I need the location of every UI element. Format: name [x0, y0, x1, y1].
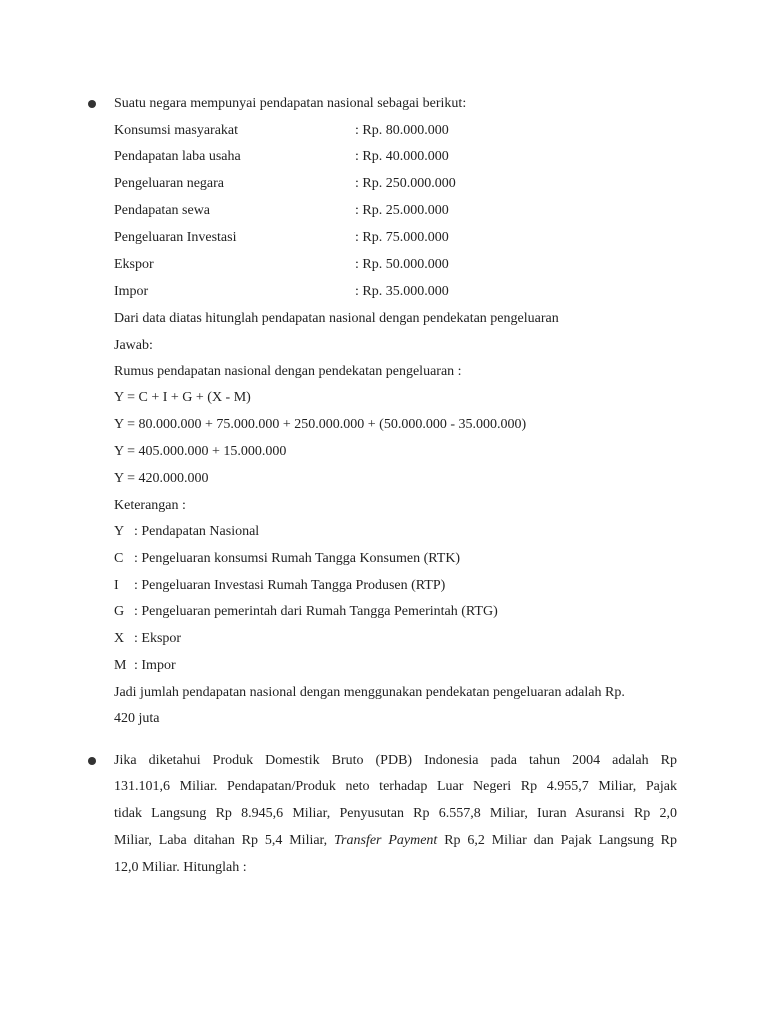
- formula-step: Y = 405.000.000 + 15.000.000: [114, 444, 287, 459]
- q2-line-4-post: Rp 6,2 Miliar dan Pajak Langsung Rp: [444, 833, 678, 848]
- q1-intro: Suatu negara mempunyai pendapatan nasional sebagai berikut:: [114, 96, 467, 111]
- legend-desc: : Pengeluaran Investasi Rumah Tangga Produsen (RTP): [134, 578, 446, 593]
- bullet-q2: [88, 757, 96, 765]
- formula-title: Rumus pendapatan nasional dengan pendekatan pengeluaran :: [114, 364, 462, 379]
- legend-row: [114, 549, 460, 569]
- legend-desc: : Ekspor: [134, 631, 182, 646]
- transfer-payment-term: Transfer Payment: [334, 833, 438, 848]
- legend-desc: : Impor: [134, 658, 176, 673]
- legend-desc: : Pengeluaran pemerintah dari Rumah Tangga Pemerintah (RTG): [134, 604, 498, 619]
- q2-line-2: 131.101,6 Miliar. Pendapatan/Produk neto terhadap Luar Negeri Rp 4.955,7 Miliar, Pajak: [114, 779, 677, 794]
- item-value: : Rp. 50.000.000: [355, 257, 449, 272]
- legend-row: [114, 576, 445, 596]
- item-label: Impor: [114, 284, 149, 299]
- legend-symbol: G: [114, 604, 125, 619]
- legend-desc: : Pendapatan Nasional: [134, 524, 260, 539]
- conclusion-line-2: 420 juta: [114, 711, 160, 726]
- legend-symbol: C: [114, 551, 124, 566]
- q2-line-3: tidak Langsung Rp 8.945,6 Miliar, Penyusutan Rp 6.557,8 Miliar, Iuran Asuransi Rp 2,0: [114, 806, 677, 821]
- q2-line-4: [114, 831, 677, 851]
- bullet-q1: [88, 100, 96, 108]
- q2-line-5: 12,0 Miliar. Hitunglah :: [114, 860, 247, 875]
- legend-symbol: I: [114, 578, 119, 593]
- legend-row: [114, 602, 498, 622]
- formula-step: Y = 80.000.000 + 75.000.000 + 250.000.000 + (50.000.000 - 35.000.000): [114, 417, 527, 432]
- item-value: : Rp. 80.000.000: [355, 123, 449, 138]
- item-label: Pengeluaran Investasi: [114, 230, 237, 245]
- legend-symbol: Y: [114, 524, 125, 539]
- item-value: : Rp. 40.000.000: [355, 149, 449, 164]
- item-label: Pendapatan laba usaha: [114, 149, 241, 164]
- item-value: : Rp. 75.000.000: [355, 230, 449, 245]
- conclusion-line-1: Jadi jumlah pendapatan nasional dengan menggunakan pendekatan pengeluaran adalah Rp.: [114, 685, 625, 700]
- formula-step: Y = 420.000.000: [114, 471, 209, 486]
- item-value: : Rp. 250.000.000: [355, 176, 456, 191]
- item-label: Ekspor: [114, 257, 154, 272]
- legend-row: [114, 656, 176, 676]
- q2-line-4-pre: Miliar, Laba ditahan Rp 5,4 Miliar,: [114, 833, 328, 848]
- legend-row: [114, 629, 181, 649]
- legend-desc: : Pengeluaran konsumsi Rumah Tangga Konsumen (RTK): [134, 551, 461, 566]
- formula-step: Y = C + I + G + (X - M): [114, 390, 251, 405]
- answer-label: Jawab:: [114, 338, 153, 353]
- legend-symbol: M: [114, 658, 127, 673]
- legend-row: [114, 522, 259, 542]
- q2-line-1: Jika diketahui Produk Domestik Bruto (PDB) Indonesia pada tahun 2004 adalah Rp: [114, 753, 677, 768]
- item-value: : Rp. 25.000.000: [355, 203, 449, 218]
- legend-symbol: X: [114, 631, 125, 646]
- item-label: Konsumsi masyarakat: [114, 123, 239, 138]
- q1-question: Dari data diatas hitunglah pendapatan nasional dengan pendekatan pengeluaran: [114, 311, 559, 326]
- legend-title: Keterangan :: [114, 498, 186, 513]
- item-label: Pendapatan sewa: [114, 203, 211, 218]
- item-value: : Rp. 35.000.000: [355, 284, 449, 299]
- item-label: Pengeluaran negara: [114, 176, 224, 191]
